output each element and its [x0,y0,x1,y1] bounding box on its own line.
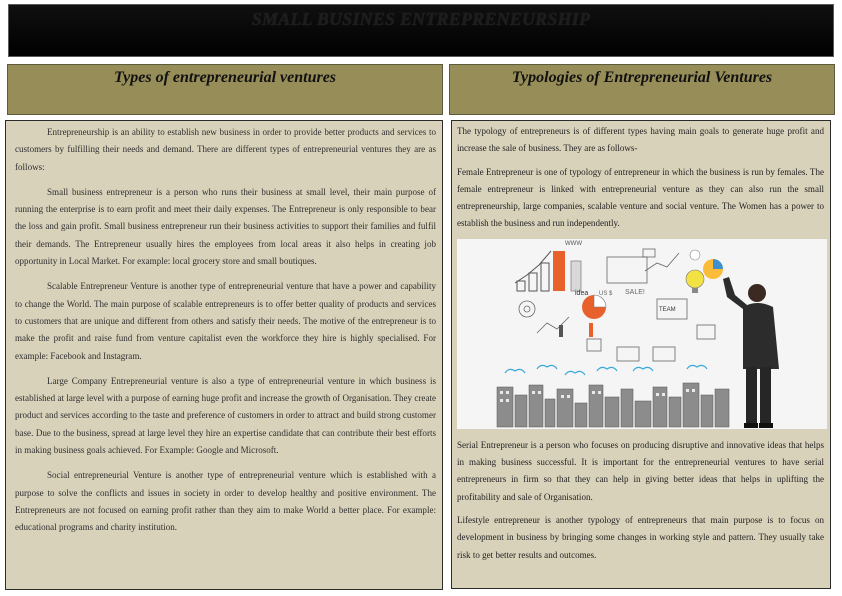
sketch-word-usd: US $ [599,290,613,297]
paragraph-lifestyle-entrepreneur: Lifestyle entrepreneur is another typology of entrepreneurs that main purpose is to focus on development in business by bringing some changes in working style and pattern. They usually take risk to get better results and outcomes. [457,514,824,560]
right-column-heading-box [449,64,835,115]
sketch-word-team: TEAM [659,306,676,313]
right-column-panel [451,120,831,589]
paragraph-female-entrepreneur: Female Entrepreneur is one of typology of entrepreneur in which the business is run by females. The female entrepreneur is linked with entrepreneurial venture as they can also run the small entrepreneurship, large companies, scalable venture and social venture. The Women has a power to establish the business and run independently. [457,166,824,229]
right-column-heading: Typologies of Entrepreneurial Ventures [511,69,773,86]
page-title: SMALL BUSINES ENTREPRENEURSHIP [251,9,591,29]
business-sketch-illustration [457,239,827,429]
paragraph-large-company: Large Company Entrepreneurial venture is also a type of entrepreneurial venture in which business is established at large level with a purpose of earning huge profit and increase the growth of Organisation. They create product and services according to the taste and preference of customers in order to attract and build strong customer base. Due to the business, spread at large level they hire an expertise candidate that can contribute their best efforts in making business goals achieved. For Example: Google and Microsoft. [15,375,436,456]
paragraph-scalable: Scalable Entrepreneur Venture is another type of entrepreneurial venture that have a power and capability to change the World. The main purpose of scalable entrepreneurs is to offer better quality of products and services to customers that are unique and different from others and satisfy their needs. The motive of the entrepreneur is to make the profit and raise fund from venture capitalist even the workforce they hire is highly specialised. For example: Facebook and Instagram. [15,281,436,361]
paragraph-social: Social entrepreneurial Venture is another type of entrepreneurial venture which is established with a purpose to solve the conflicts and issues in society in order to develop healthy and positive environment. The Entrepreneurs are not focused on earning profit rather than they aim to make World a better place. For example: educational programs and charity institution. [15,470,436,533]
sketch-word-www: WWW [565,240,582,247]
sketch-word-sale: SALE! [625,288,645,296]
left-column-heading: Types of entrepreneurial ventures [113,69,337,86]
left-column-heading-box [7,64,443,115]
left-column-panel [5,120,443,590]
paragraph-intro: Entrepreneurship is an ability to establish new business in order to provide better products and services to customers by fulfilling their needs and demand. There are different types of entrepreneurial ventures they are as follows: [15,127,436,172]
paragraph-small-business: Small business entrepreneur is a person who runs their business at small level, their main purpose of running the enterprise is to earn profit and meet their daily expenses. The Entrepreneur is only responsible to bear the loss and gain profit. Small business entrepreneur run their business activities to support their families and fulfil their demands. The Entrepreneur usually hires the employees from local areas it also helps in creating job opportunity in Local Market. For example: local grocery store and small boutiques. [15,186,436,267]
sketch-word-idea: idea [575,289,589,297]
title-banner [8,4,834,57]
paragraph-serial-entrepreneur: Serial Entrepreneur is a person who focuses on producing disruptive and innovative ideas that helps in making business successful. It is important for the entrepreneurial ventures to have serial entrepreneurs in firm so that they can help in giving better ideas that helps in uplifting the profitability and sale of Organisation. [457,439,824,502]
paragraph-typology-intro: The typology of entrepreneurs is of different types having main goals to generate huge profit and increase the sale of business. They are as follows- [457,126,824,154]
